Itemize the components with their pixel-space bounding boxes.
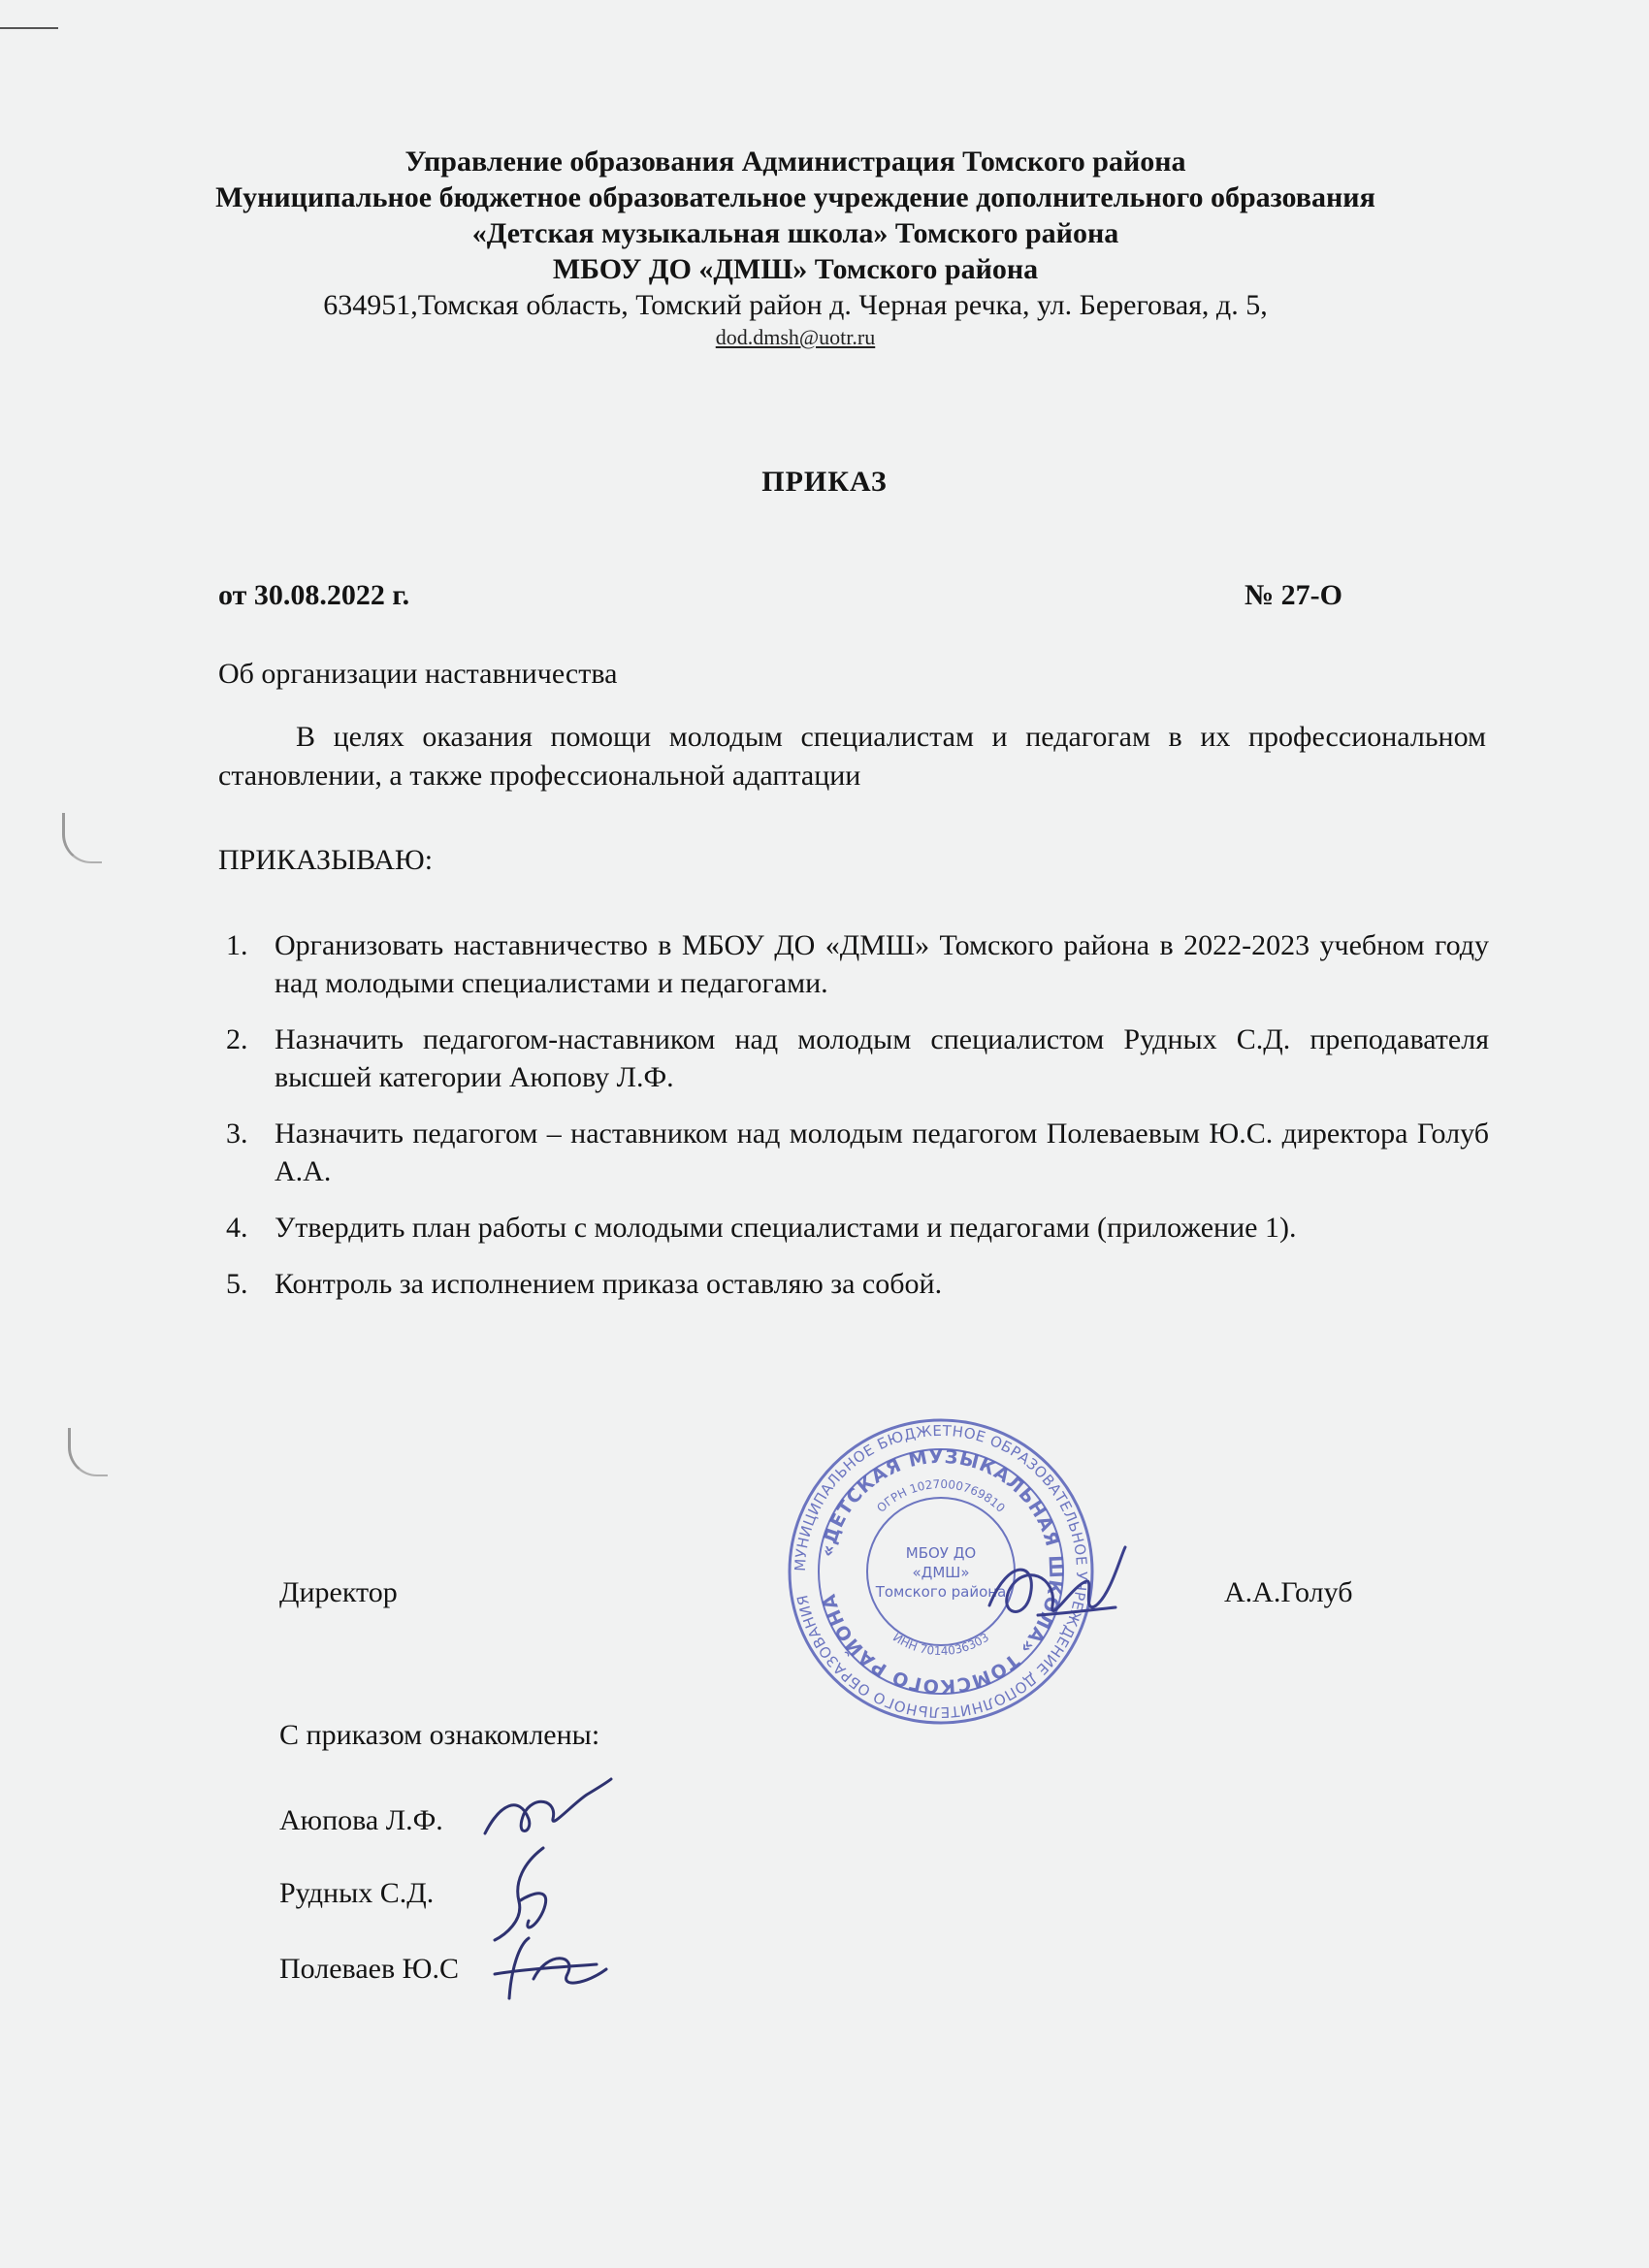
order-item-number: 1. [226,929,248,961]
order-item-number: 3. [226,1118,248,1150]
header-line-4: МБОУ ДО «ДМШ» Томского района [552,253,1039,285]
stamp-ogrn: ОГРН 1027000769810 [874,1476,1008,1515]
order-item [218,1265,1489,1303]
order-item [218,1021,1489,1096]
header-line-3: «Детская музыкальная школа» Томского района [471,217,1119,249]
order-item [218,1209,1489,1247]
director-signature-icon [980,1538,1135,1644]
order-intro: В целях оказания помощи молодым специалистам и педагогам в их профессиональном становлении, а также профессиональной адаптации [218,721,1486,792]
stamp-center-line-2: «ДМШ» [912,1564,970,1581]
director-label: Директор [279,1576,398,1608]
stamp-inn: ИНН 7014036303 [890,1630,991,1659]
stamp-center-line-3: Томского района [875,1583,1007,1601]
order-item [218,1115,1489,1190]
order-item-text: Контроль за исполнением приказа оставляю за собой. [275,1268,943,1300]
svg-text:ИНН 7014036303 [890,1631,991,1658]
order-item-number: 5. [226,1268,248,1300]
header-line-1: Управление образования Администрация Томского района [404,146,1186,178]
order-directive: ПРИКАЗЫВАЮ: [218,844,434,876]
order-item-text: Назначить педагогом-наставником над молодым специалистом Рудных С.Д. преподавателя высшей категории Аюпову Л.Ф. [275,1023,1489,1093]
order-item-text: Назначить педагогом – наставником над молодым педагогом Полеваевым Ю.С. директора Голуб А.А. [275,1118,1489,1187]
header-line-2: Муниципальное бюджетное образовательное учреждение дополнительного образования [215,181,1375,213]
acknowledged-person-2: Рудных С.Д. [279,1877,435,1909]
order-title: ПРИКАЗ [761,466,888,498]
organization-header [116,144,1474,352]
acknowledged-person-3: Полеваев Ю.С [279,1953,459,1985]
punch-hole-top [62,813,102,863]
order-item [218,926,1489,1002]
director-name: А.А.Голуб [1224,1576,1353,1608]
signature-3-icon [490,1930,616,2003]
stamp-outer-text: МУНИЦИПАЛЬНОЕ БЮДЖЕТНОЕ ОБРАЗОВАТЕЛЬНОЕ УЧРЕЖДЕНИЕ ДОПОЛНИТЕЛЬНОГО ОБРАЗОВАНИЯ [791,1421,1091,1722]
order-items-list [218,926,1489,1321]
signature-1-icon [475,1775,621,1853]
order-item-text: Утвердить план работы с молодыми специалистами и педагогами (приложение 1). [275,1212,1297,1244]
order-date: от 30.08.2022 г. [218,579,410,611]
stamp-ring-text: «ДЕТСКАЯ МУЗЫКАЛЬНАЯ ШКОЛА» ТОМСКОГО РАЙОНА [816,1445,1067,1698]
svg-text:ОГРН 1027000769810 [874,1477,1008,1515]
order-item-number: 4. [226,1212,248,1244]
order-subject: Об организации наставничества [218,658,618,690]
stamp-center-line-1: МБОУ ДО [905,1544,977,1562]
acknowledgement-label: С приказом ознакомлены: [279,1719,600,1751]
order-item-number: 2. [226,1023,248,1055]
header-address: 634951,Томская область, Томский район д. Черная речка, ул. Береговая, д. 5, [323,289,1268,321]
acknowledged-person-1: Аюпова Л.Ф. [279,1804,443,1836]
header-email-link[interactable]: dod.dmsh@uotr.ru [715,325,876,349]
order-number: № 27-О [1245,579,1342,611]
order-item-text: Организовать наставничество в МБОУ ДО «ДМШ» Томского района в 2022-2023 учебном году над молодыми специалистами и педагогами. [275,929,1489,999]
scan-corner-mark [0,27,58,29]
punch-hole-bottom [68,1428,108,1476]
